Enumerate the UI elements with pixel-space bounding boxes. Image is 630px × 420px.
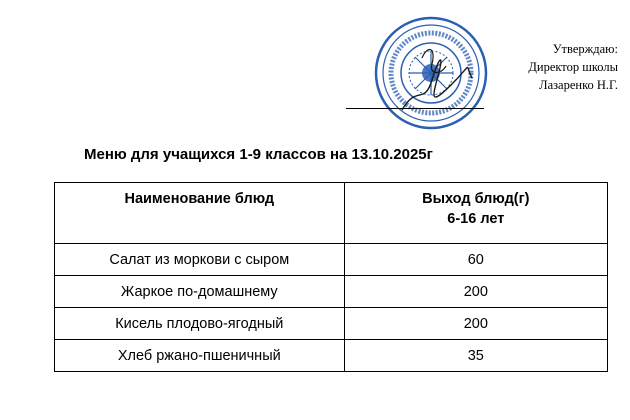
dish-output: 200 [344,308,607,340]
header-dish-name-label: Наименование блюд [124,191,275,207]
approval-block [478,40,618,94]
dish-output: 35 [344,340,607,372]
table-header-row [55,183,608,244]
signature-line [346,108,484,109]
dish-output: 60 [344,244,607,276]
dish-output: 200 [344,276,607,308]
table-row [55,308,608,340]
menu-table [54,182,608,372]
header-output-label: Выход блюд(г) [422,191,530,207]
header-dish-name [55,183,345,244]
dish-name: Кисель плодово-ягодный [55,308,345,340]
approval-signer: Лазаренко Н.Г. [539,78,618,92]
dish-name: Салат из моркови с сыром [55,244,345,276]
approval-position: Директор школы [528,60,618,74]
header-output-age: 6-16 лет [447,211,505,227]
table-row [55,244,608,276]
school-seal-stamp [372,14,490,132]
page-title: Меню для учащихся 1-9 классов на 13.10.2025г [84,146,433,163]
table-row [55,276,608,308]
header-output [344,183,607,244]
dish-name: Хлеб ржано-пшеничный [55,340,345,372]
table-row [55,340,608,372]
dish-name: Жаркое по-домашнему [55,276,345,308]
approval-label: Утверждаю: [552,42,618,56]
